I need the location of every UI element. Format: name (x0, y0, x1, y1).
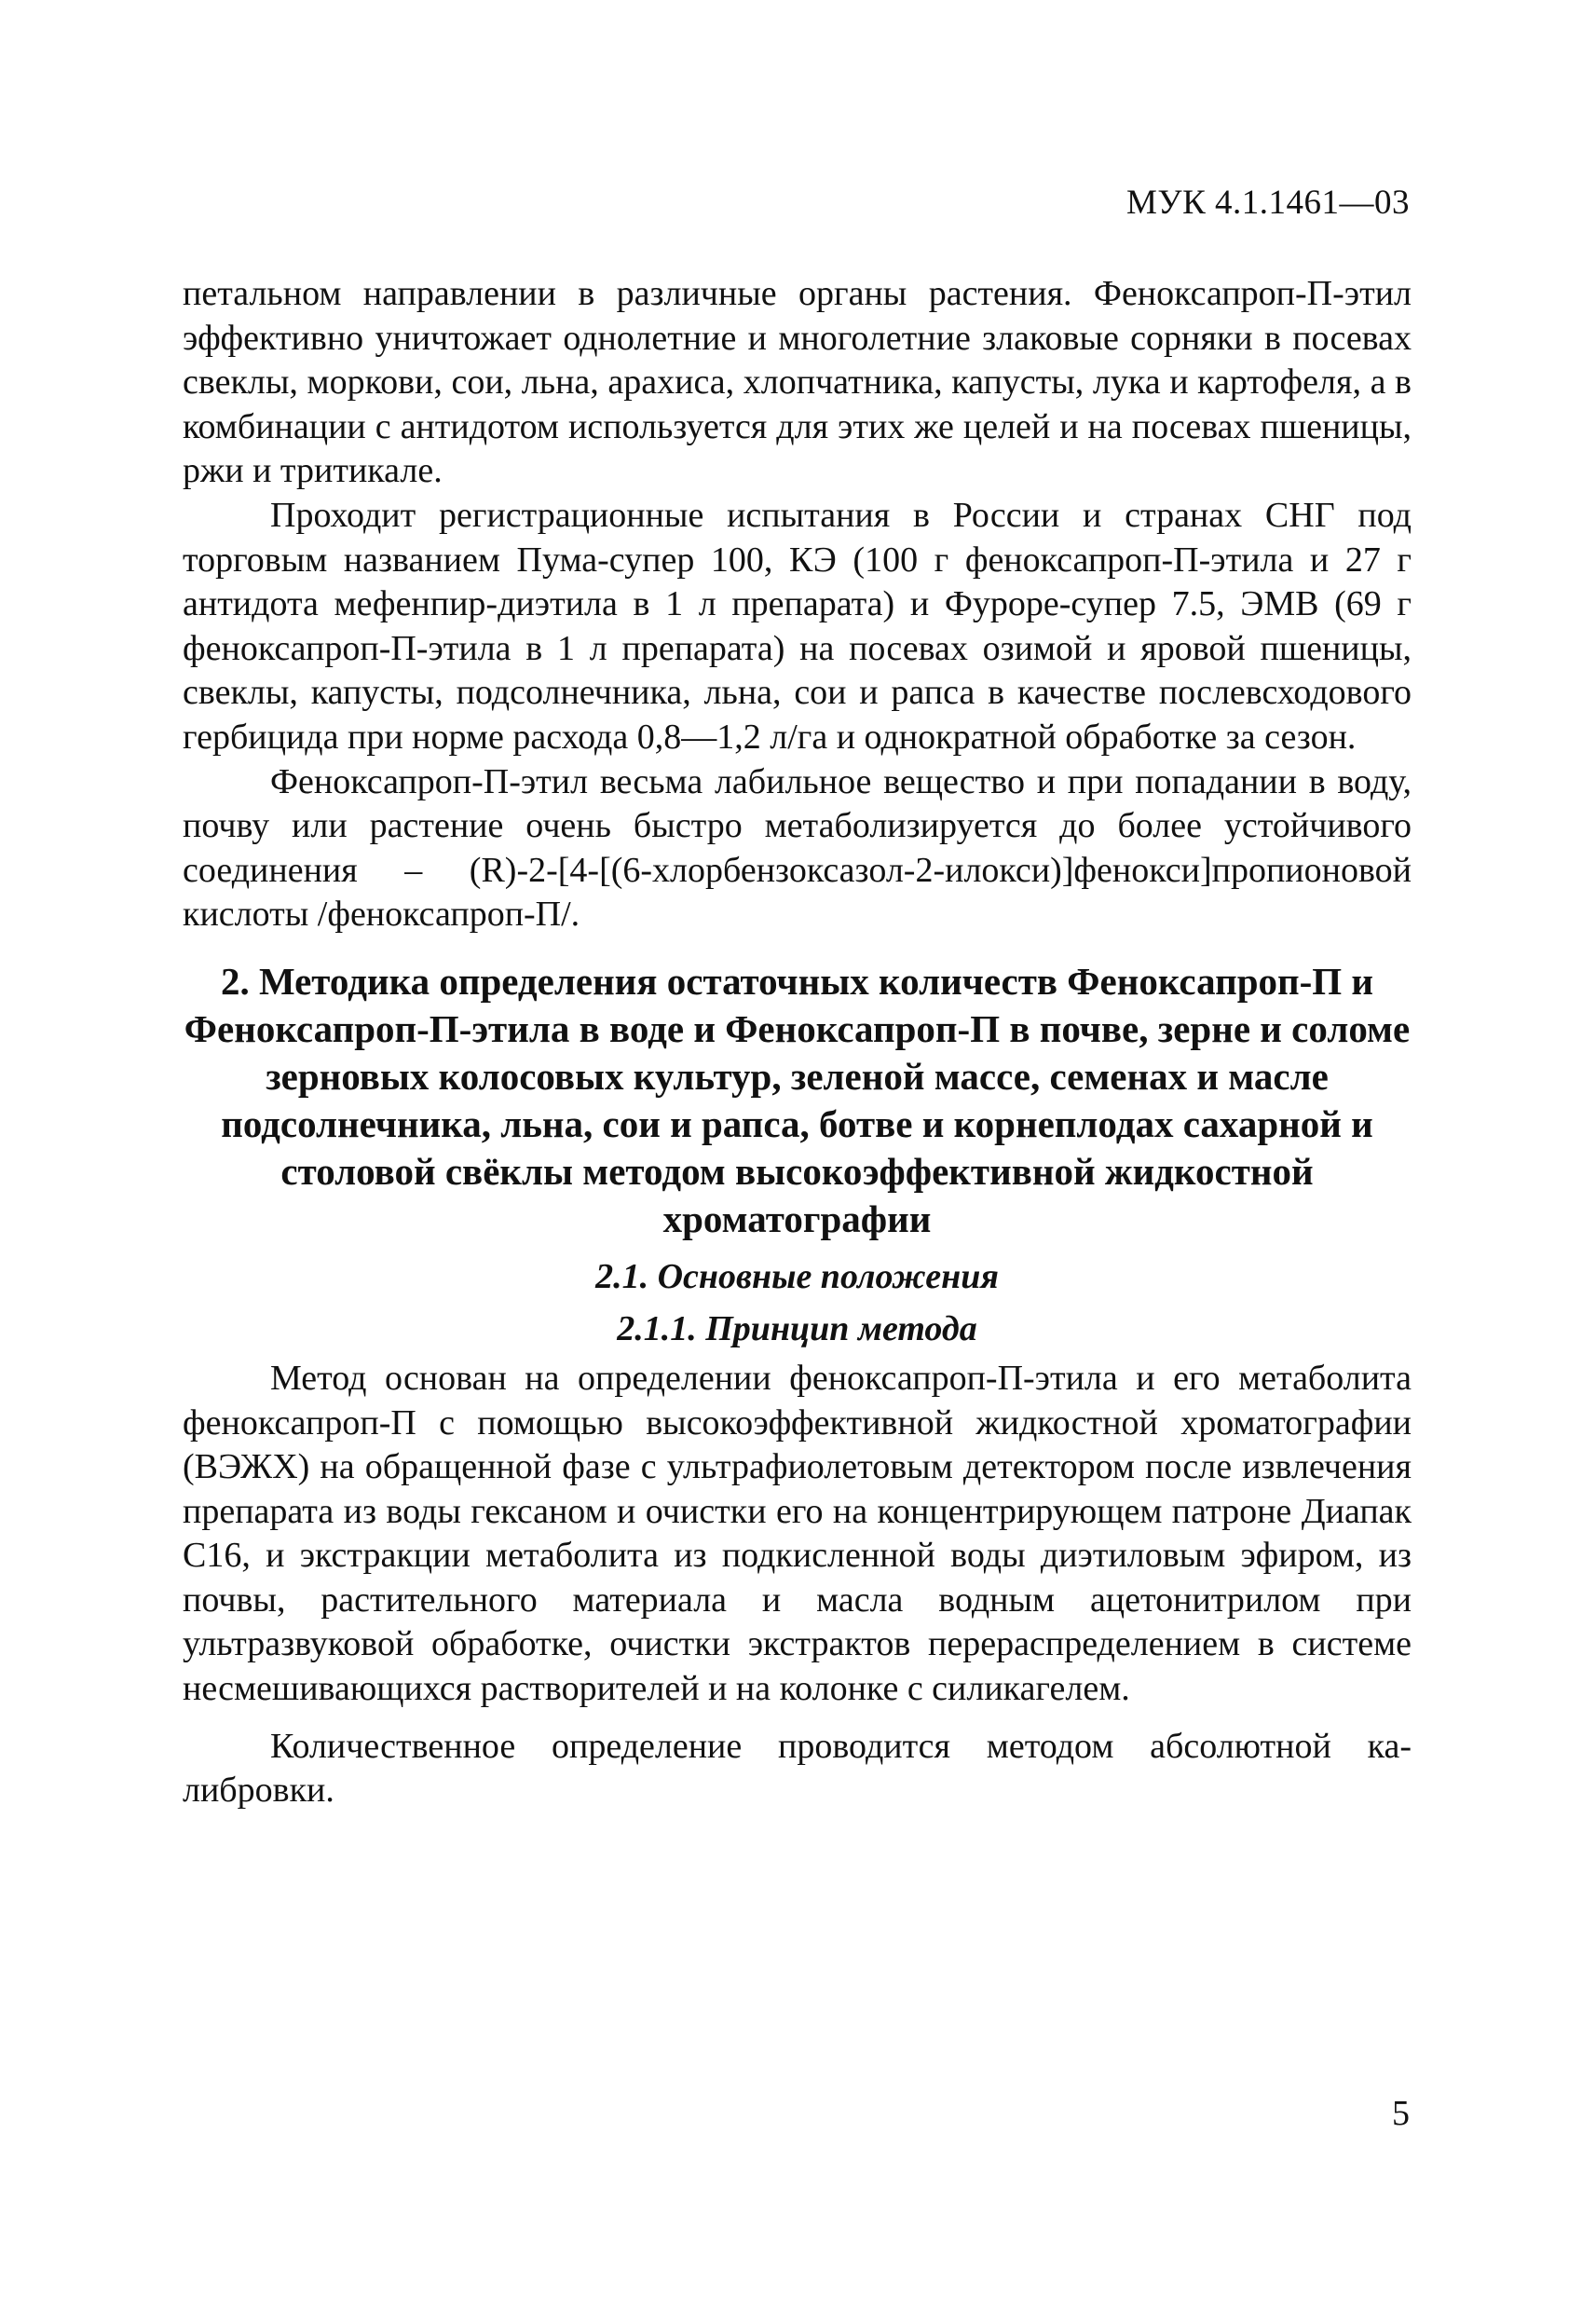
paragraph-method-principle: Метод основан на определении феноксапроп-П-этила и его метаболита феноксапроп-П с помощью высокоэффективной жидкостной хроматографии (ВЭЖХ) на обращенной фазе с ультрафиолетовым детектором после извлечения препарата из воды гексаном и очистки его на концентрирующем патроне Диапак С16, и экстракции метаболита из подкисленной воды диэтиловым эфиром, из почвы, растительного материала и масла водным ацетонитрилом при ультразвуковой обработке, очистки экстрактов перераспределением в системе несмешивающихся растворителей и на колонке с силикагелем. (183, 1358, 1412, 1709)
subsubsection-title: 2.1.1. Принцип метода (617, 1308, 977, 1348)
paragraph-metabolism: Феноксапроп-П-этил весьма лабильное вещество и при попадании в воду, почву или растение очень быстро метаболизируется до более устойчивого соединения – (R)-2-[4-[(6-хлорбензоксазол-2-илокси)]фенокси]пропионовой кислоты /феноксапроп-П/. (183, 761, 1412, 935)
section-title: 2. Методика определения остаточных количеств Феноксапроп-П и Феноксапроп-П-этила в воде и Феноксапроп-П в почве, зерне и соломе зерновых колосовых культур, зеленой массе, семенах и масле подсолнечника, льна, сои и рапса, ботве и корнеплодах сахарной и столовой свёклы методом высокоэффективной жидкостной хроматографии (184, 959, 1411, 1240)
page-content (183, 272, 1412, 1813)
document-code: МУК 4.1.1461—03 (1125, 184, 1410, 222)
paragraph-continuation: петальном направлении в различные органы растения. Феноксапроп-П-этил эффективно уничтожает однолетние и многолетние злаковые сорняки в посевах свеклы, моркови, сои, льна, арахиса, хлопчатника, капусты, лука и картофеля, а в комбинации с антидотом используется для этих же целей и на посевах пшеницы, ржи и тритикале. (183, 274, 1412, 491)
subsection-title: 2.1. Основные положения (595, 1256, 999, 1296)
paragraph-calibration: Количественное определение проводится методом абсолютной калибровки. (183, 1726, 1412, 1811)
paragraph-registration: Проходит регистрационные испытания в России и странах СНГ под торговым названием Пума-супер 100, КЭ (100 г феноксапроп-П-этила и 27 г антидота мефенпир-диэтила в 1 л препарата) и Фуроре-супер 7.5, ЭМВ (69 г феноксапроп-П-этила в 1 л препарата) на посевах озимой и яровой пшеницы, свеклы, капусты, подсолнечника, льна, сои и рапса в качестве послевсходового гербицида при норме расхода 0,8—1,2 л/га и однократной обработке за сезон. (183, 495, 1412, 757)
page-number: 5 (1392, 2094, 1410, 2133)
